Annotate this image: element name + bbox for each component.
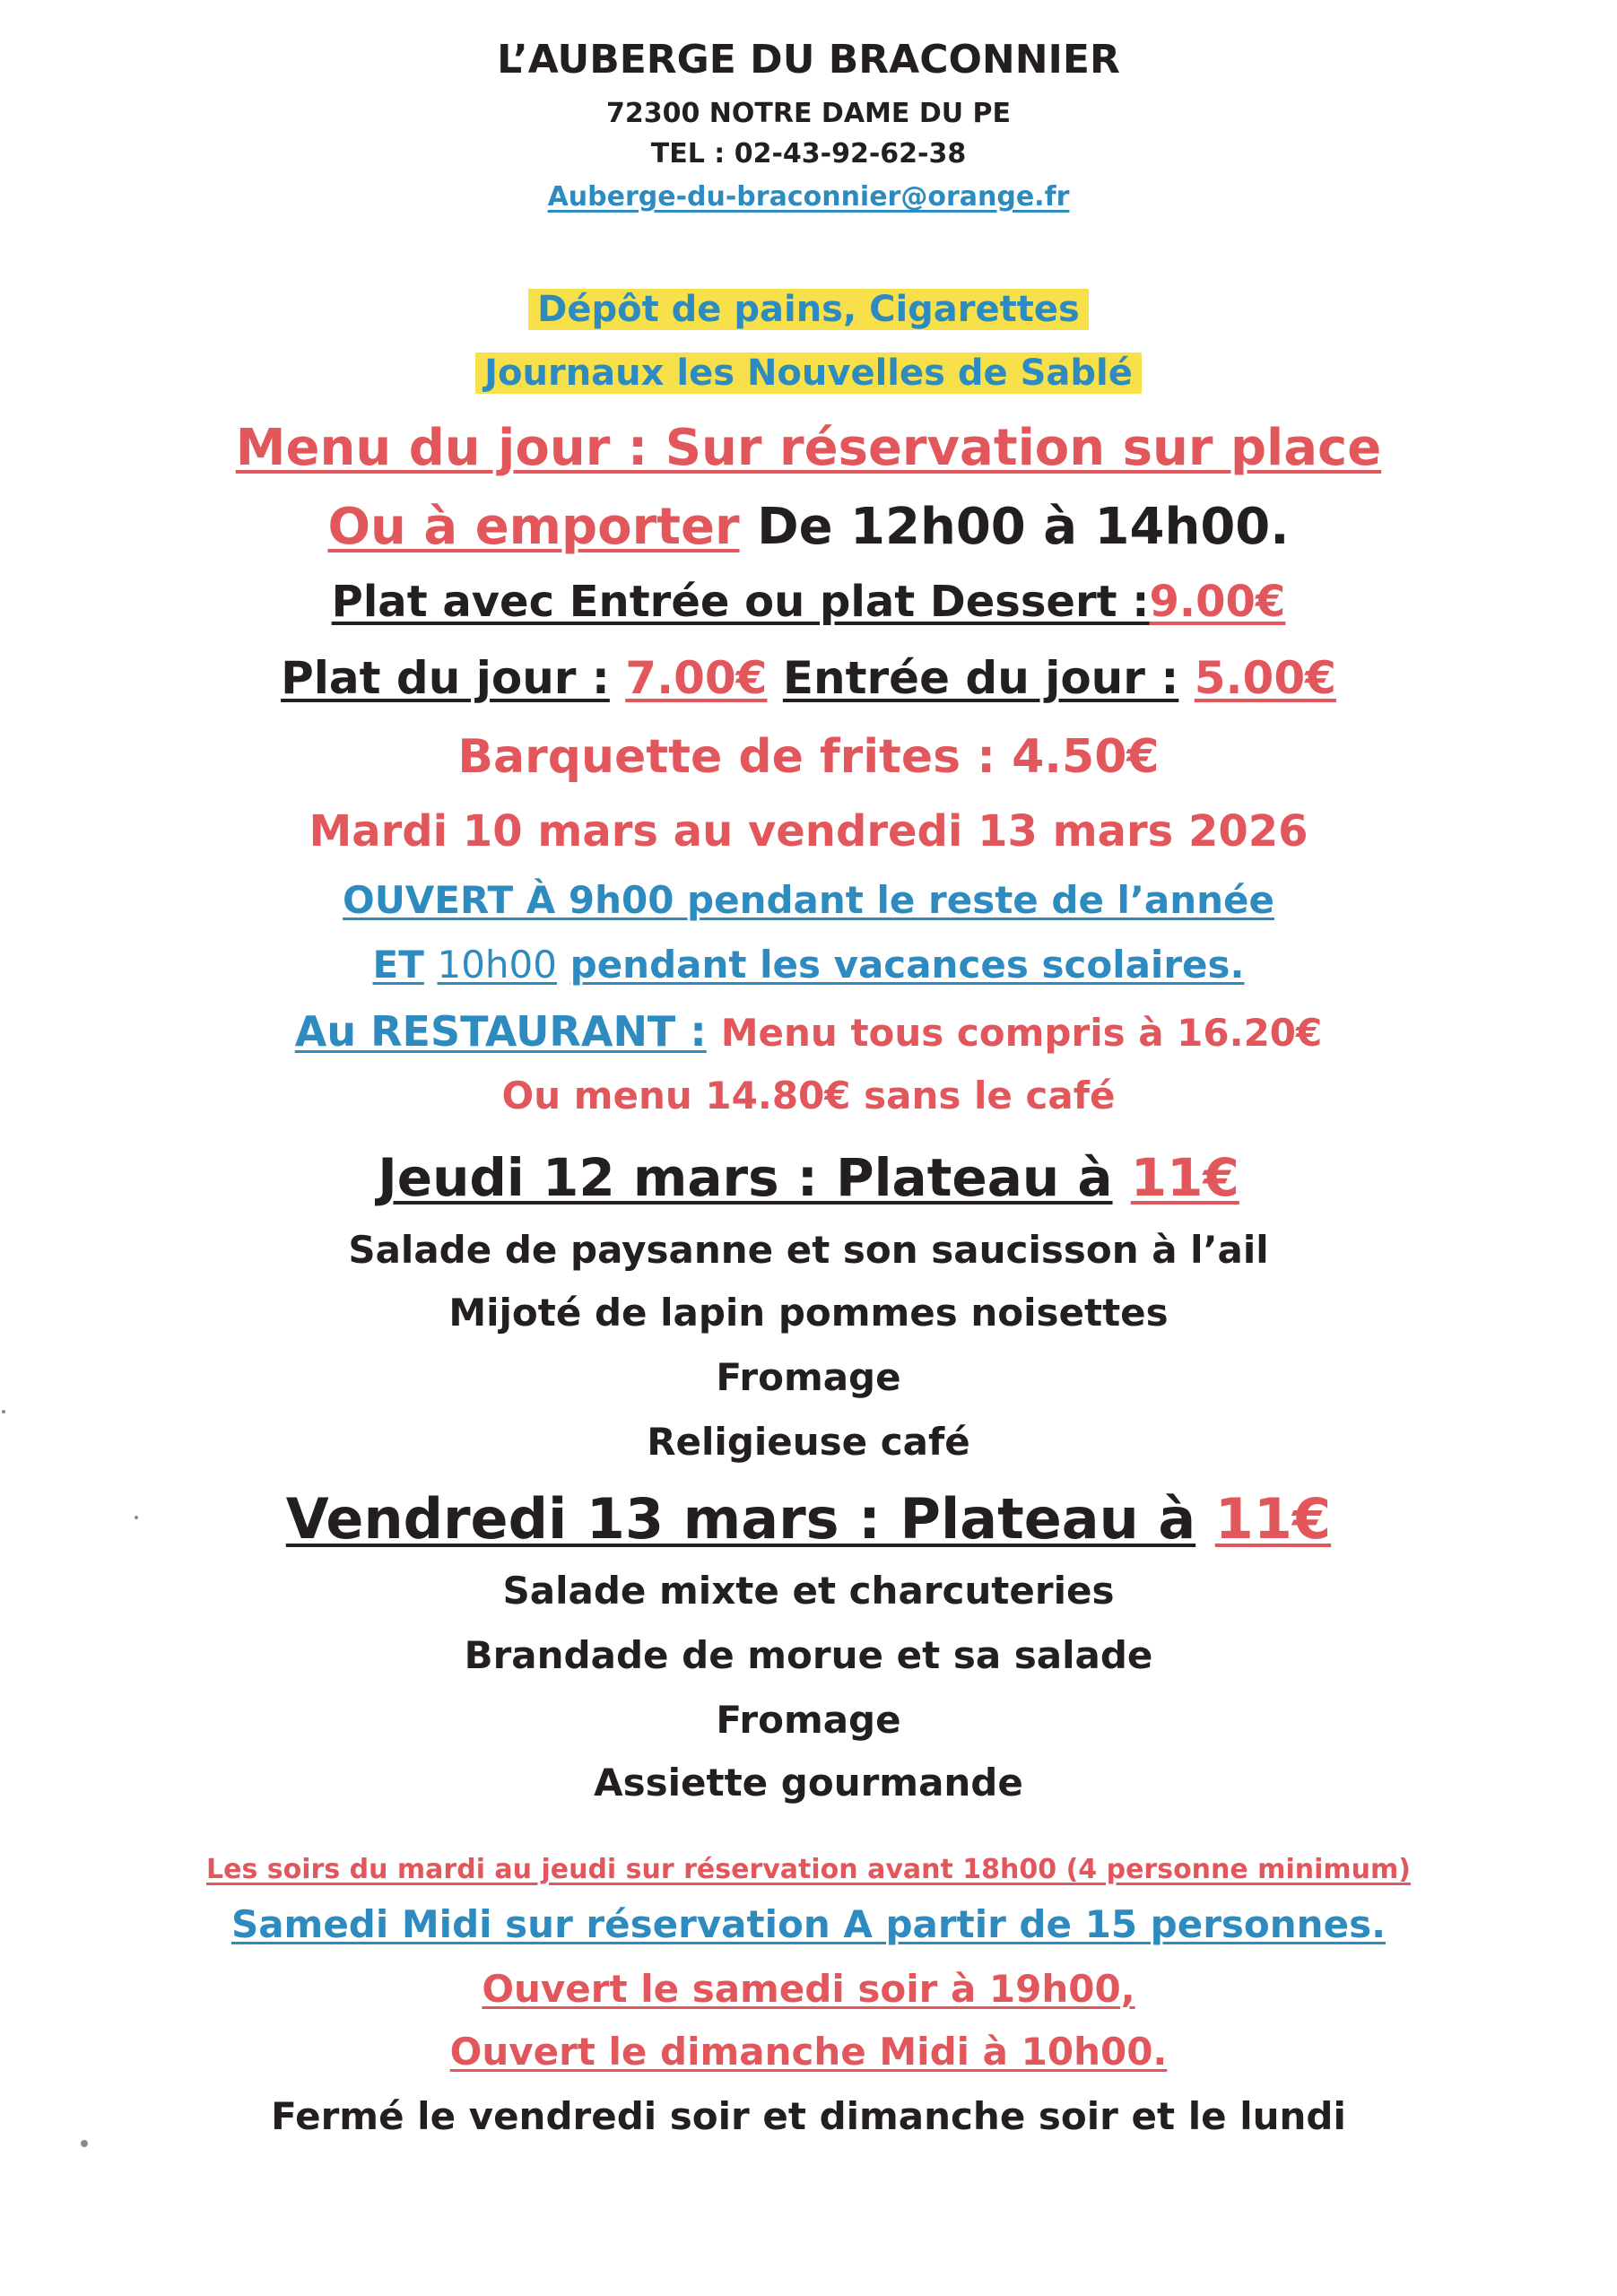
menu-du-jour-title: Menu du jour : Sur réservation sur place — [235, 419, 1382, 477]
restaurant-line: Au RESTAURANT : Menu tous compris à 16.20€ — [294, 1007, 1323, 1056]
opening-line-2: ET 10h00 pendant les vacances scolaires. — [372, 943, 1245, 987]
vendredi-item: Brandade de morue et sa salade — [464, 1633, 1153, 1677]
dimanche-line: Ouvert le dimanche Midi à 10h00. — [449, 2030, 1168, 2074]
vendredi-item: Salade mixte et charcuteries — [502, 1569, 1115, 1613]
jeudi-item: Mijoté de lapin pommes noisettes — [448, 1291, 1169, 1335]
restaurant-alt: Ou menu 14.80€ sans le café — [501, 1074, 1116, 1118]
email — [0, 182, 1617, 213]
jeudi-title: Jeudi 12 mars : Plateau à 11€ — [378, 1147, 1239, 1208]
samedi-soir-line: Ouvert le samedi soir à 19h00, — [482, 1967, 1135, 2011]
ferme-line: Fermé le vendredi soir et dimanche soir et le lundi — [271, 2094, 1346, 2138]
jeudi-item: Salade de paysanne et son saucisson à l’ail — [348, 1228, 1269, 1272]
vendredi-item: Assiette gourmande — [594, 1761, 1023, 1805]
vendredi-item: Fromage — [716, 1698, 901, 1742]
phone: TEL : 02-43-92-62-38 — [650, 138, 967, 170]
services-line-1: Dépôt de pains, Cigarettes — [0, 289, 1617, 330]
vendredi-title: Vendredi 13 mars : Plateau à 11€ — [285, 1486, 1332, 1552]
email-link[interactable]: Auberge-du-braconnier@orange.fr — [547, 181, 1070, 213]
samedi-midi-line: Samedi Midi sur réservation A partir de 15 personnes. — [230, 1902, 1387, 1946]
frites-line: Barquette de frites : 4.50€ — [457, 730, 1160, 784]
combo-price-line: Plat avec Entrée ou plat Dessert :9.00€ — [331, 577, 1286, 627]
opening-line-1: OUVERT À 9h00 pendant le reste de l’année — [342, 878, 1275, 922]
scan-speck — [81, 2140, 88, 2147]
jeudi-item: Fromage — [716, 1355, 901, 1399]
jeudi-item: Religieuse café — [647, 1420, 970, 1464]
restaurant-name: L’AUBERGE DU BRACONNIER — [497, 37, 1120, 83]
soirs-line: Les soirs du mardi au jeudi sur réservation avant 18h00 (4 personne minimum) — [206, 1854, 1411, 1885]
dates-line: Mardi 10 mars au vendredi 13 mars 2026 — [309, 806, 1308, 857]
scan-speck — [135, 1516, 138, 1519]
services-line-2: Journaux les Nouvelles de Sablé — [0, 352, 1617, 394]
plat-entree-line: Plat du jour : 7.00€ Entrée du jour : 5.00€ — [281, 652, 1336, 704]
address: 72300 NOTRE DAME DU PE — [605, 98, 1012, 129]
scan-speck — [2, 1410, 5, 1413]
menu-du-jour-hours: Ou à emporter De 12h00 à 14h00. — [327, 498, 1290, 556]
